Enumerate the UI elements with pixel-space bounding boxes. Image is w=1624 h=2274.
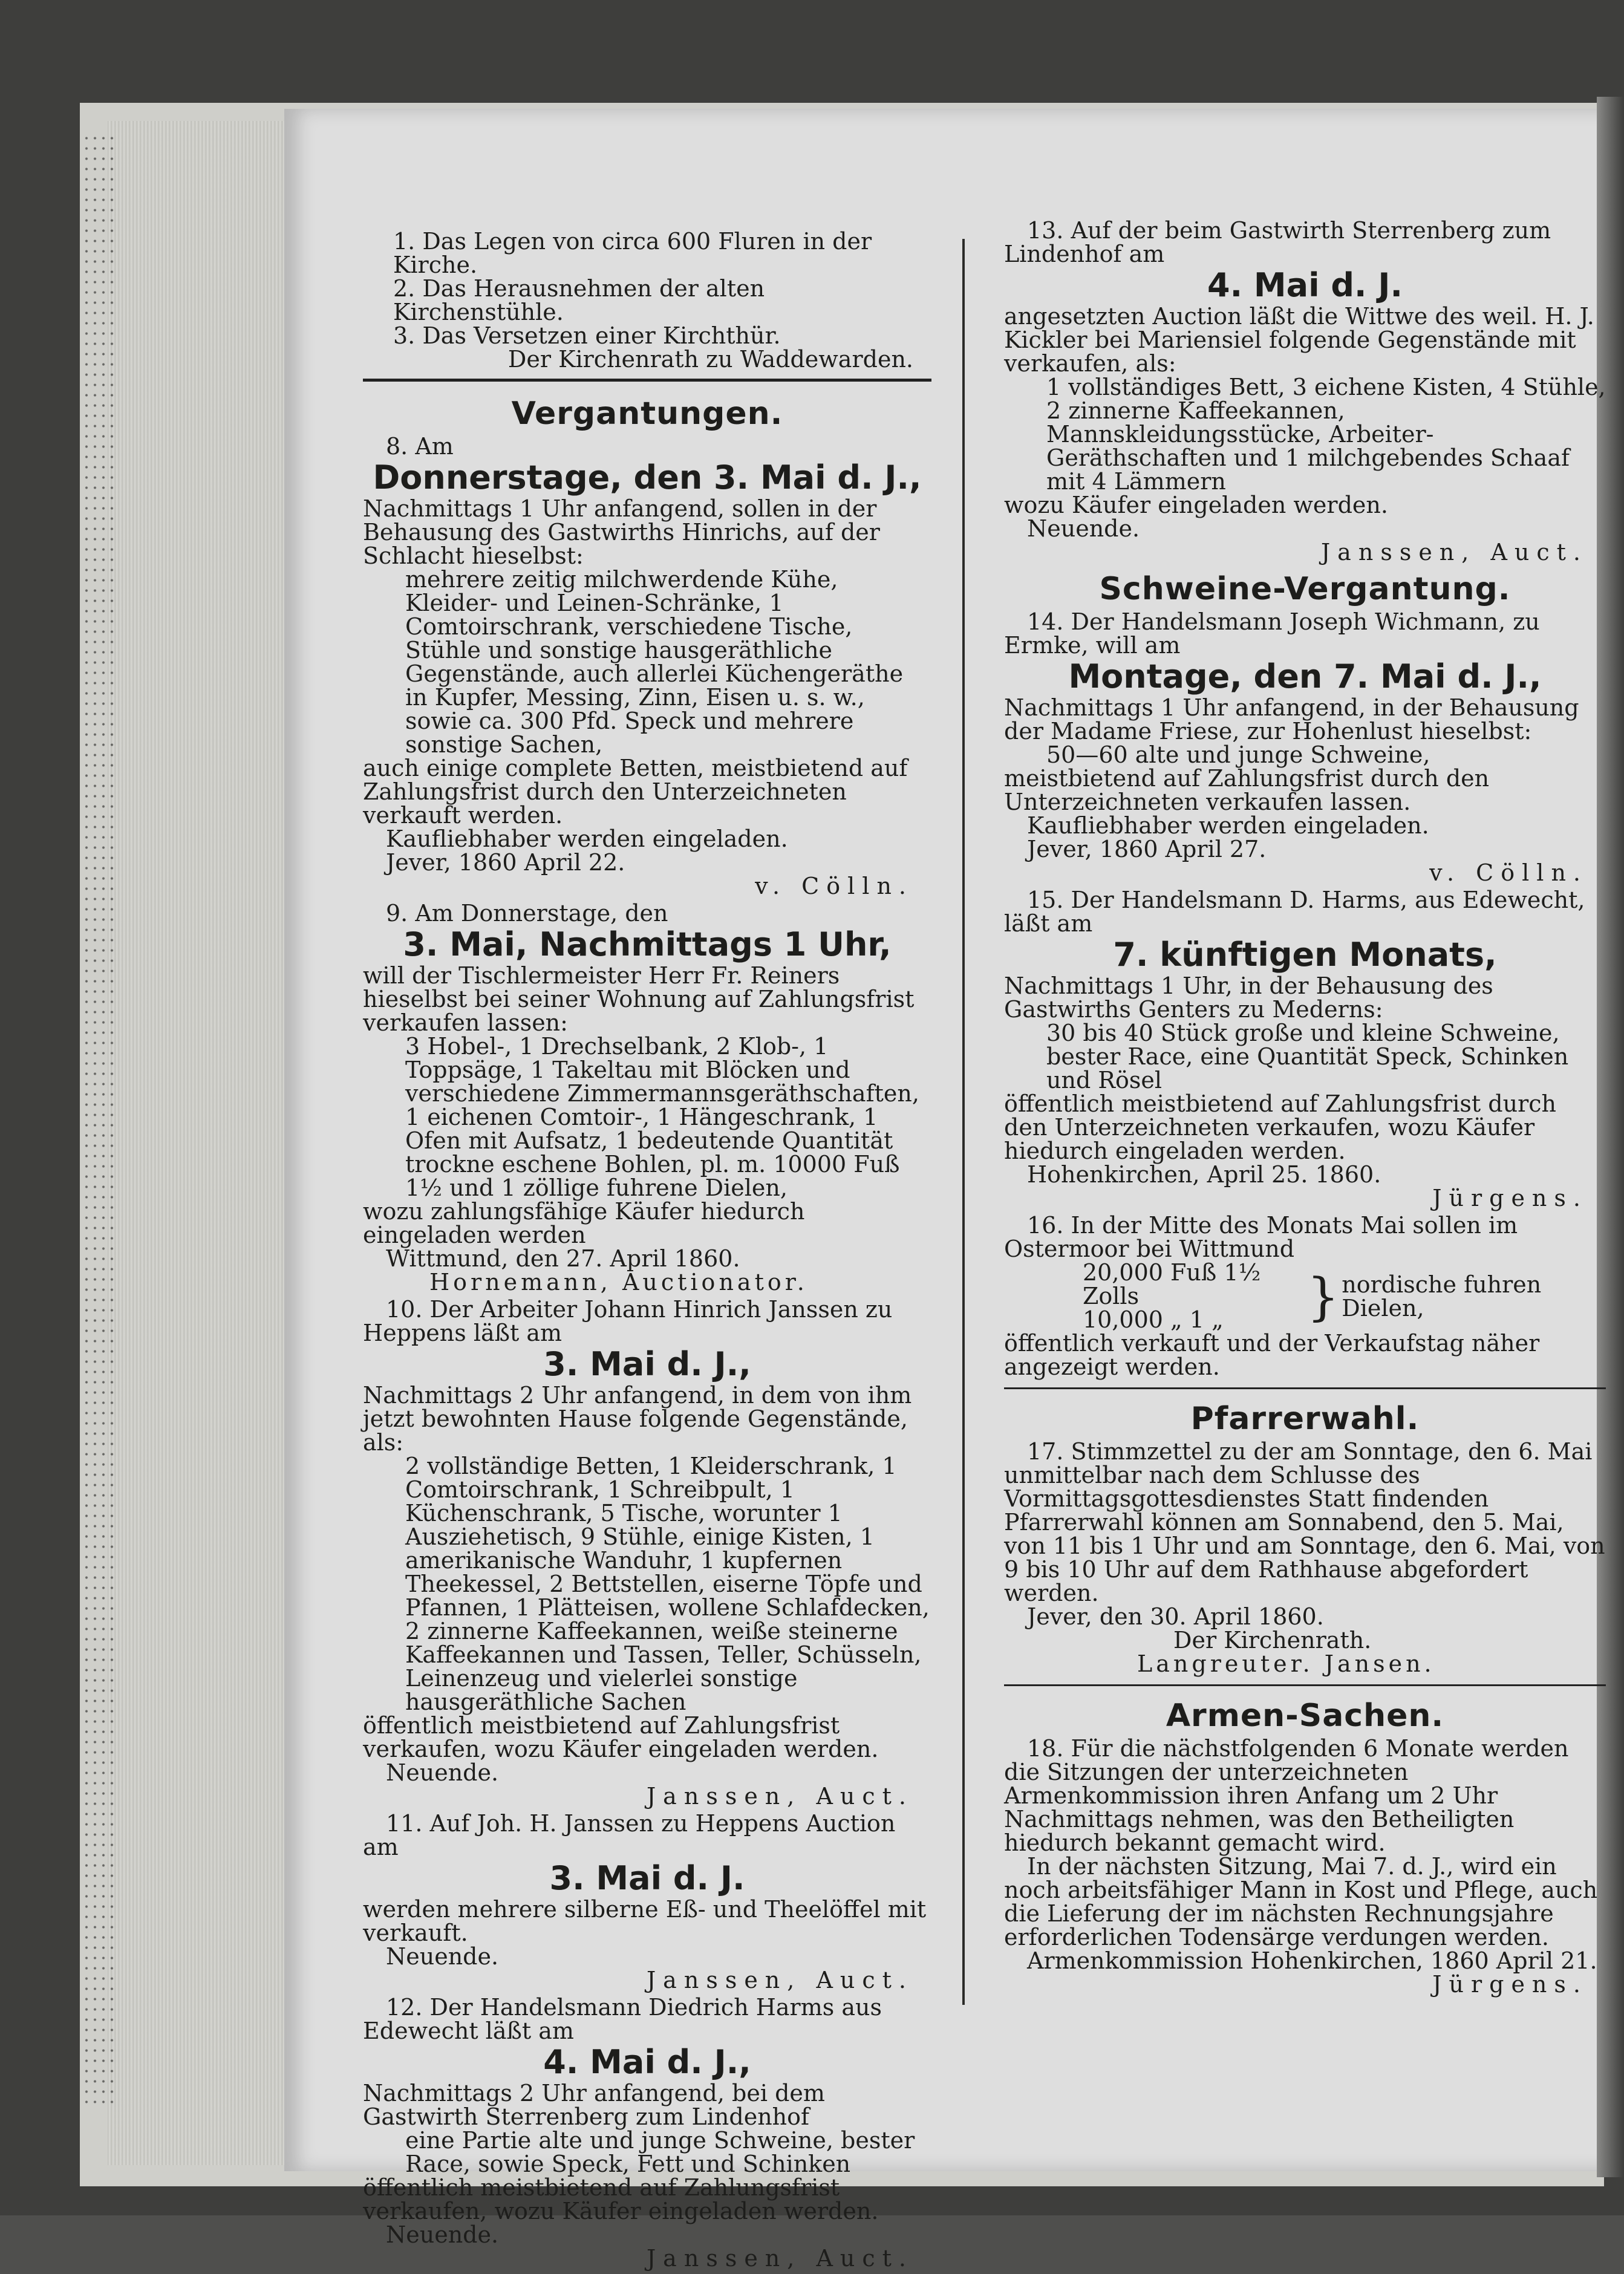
section-heading-armen-sachen: Armen-Sachen. bbox=[1166, 1698, 1444, 1734]
notice-9 bbox=[363, 902, 931, 1294]
notice-signature: Janssen, Auct. bbox=[646, 1783, 913, 1810]
notice-text: Nachmittags 2 Uhr anfangend, bei dem Gastwirth Sterrenberg zum Lindenhof bbox=[363, 2080, 825, 2130]
notice-place: Neuende. bbox=[386, 2221, 499, 2248]
quantity-line: 20,000 Fuß 1½ Zolls bbox=[1083, 1259, 1261, 1309]
notice-date: 4. Mai d. J., bbox=[543, 2043, 751, 2081]
notice-11 bbox=[363, 1812, 931, 1992]
notice-lead: 14. Der Handelsmann Joseph Wichmann, zu Ermke, will am bbox=[1004, 608, 1540, 659]
notice-lead: 11. Auf Joh. H. Janssen zu Heppens Auction am bbox=[363, 1810, 896, 1860]
right-column bbox=[1004, 219, 1606, 2000]
notice-lead: 9. Am Donnerstage, den bbox=[386, 900, 668, 927]
notice-18 bbox=[1004, 1737, 1606, 1996]
notice-text: will der Tischlermeister Herr Fr. Reiners hieselbst bei seiner Wohnung auf Zahlungsfrist verkaufen lassen: bbox=[363, 962, 915, 1036]
notice-items: mehrere zeitig milchwerdende Kühe, Kleider- und Leinen-Schränke, 1 Comtoirschrank, verschiedene Tische, Stühle und sonstige hausgeräthliche Gegenstände, auch allerlei Küchengeräthe in Kupfer, Messing, Zinn, Eisen u. s. w., sowie ca. 300 Pfd. Speck und mehrere sonstige Sachen, bbox=[405, 566, 904, 758]
notice-8 bbox=[363, 435, 931, 898]
notice-place-date: Jever, 1860 April 27. bbox=[1027, 836, 1267, 862]
curly-brace: } bbox=[1306, 1266, 1340, 1326]
notice-place-date: Jever, den 30. April 1860. bbox=[1027, 1603, 1324, 1630]
notice-text: werden mehrere silberne Eß- und Theelöffel mit verkauft. bbox=[363, 1896, 927, 1946]
notice-signature: Janssen, Auct. bbox=[646, 1967, 913, 1993]
notice-signature: Janssen, Auct. bbox=[1320, 539, 1588, 565]
lumber-quantities bbox=[1004, 1261, 1606, 1332]
notice-signature: Janssen, Auct. bbox=[646, 2245, 913, 2272]
intro-item: 3. Das Versetzen einer Kirchthür. bbox=[393, 322, 781, 349]
notice-items: 1 vollständiges Bett, 3 eichene Kisten, 4 Stühle, 2 zinnerne Kaffeekannen, Mannskleidungsstücke, Arbeiter-Geräthschaften und 1 milchgebendes Schaaf mit 4 Lämmern bbox=[1046, 374, 1606, 495]
page-stack-edges bbox=[108, 121, 289, 2165]
section-rule bbox=[1004, 1387, 1606, 1389]
notice-12 bbox=[363, 1996, 931, 2270]
notice-date: Montage, den 7. Mai d. J., bbox=[1068, 657, 1542, 696]
notice-lead: 15. Der Handelsmann D. Harms, aus Edewecht, läßt am bbox=[1004, 887, 1585, 937]
notice-text: wozu Käufer eingeladen werden. bbox=[1004, 492, 1388, 518]
notice-date: Donnerstage, den 3. Mai d. J., bbox=[373, 458, 922, 497]
notice-place-date: Jever, 1860 April 22. bbox=[386, 849, 625, 876]
left-column bbox=[363, 230, 931, 2274]
notice-signature: v. Cölln. bbox=[1429, 859, 1588, 886]
notice-signature: Hornemann, Auctionator. bbox=[429, 1269, 808, 1295]
notice-text: Nachmittags 1 Uhr, in der Behausung des Gastwirths Genters zu Mederns: bbox=[1004, 972, 1493, 1023]
notice-lead: 16. In der Mitte des Monats Mai sollen im Ostermoor bei Wittmund bbox=[1004, 1212, 1518, 1262]
notice-17 bbox=[1004, 1440, 1606, 1676]
notice-date: 3. Mai d. J., bbox=[543, 1345, 751, 1383]
speckled-edge bbox=[82, 133, 119, 2105]
section-rule bbox=[363, 379, 931, 382]
notice-invite: Kaufliebhaber werden eingeladen. bbox=[1027, 812, 1429, 839]
section-heading-schweine-vergantung: Schweine-Vergantung. bbox=[1099, 571, 1511, 607]
notice-items: 30 bis 40 Stück große und kleine Schweine, bester Race, eine Quantität Speck, Schinken und Rösel bbox=[1046, 1020, 1569, 1093]
notice-invite: Kaufliebhaber werden eingeladen. bbox=[386, 826, 788, 852]
notice-lead: 12. Der Handelsmann Diedrich Harms aus Edewecht läßt am bbox=[363, 1994, 882, 2044]
quantity-lines bbox=[1083, 1261, 1303, 1332]
notice-items: 2 vollständige Betten, 1 Kleiderschrank, 1 Comtoirschrank, 1 Schreibpult, 1 Küchenschrank, 5 Tische, worunter 1 Ausziehetisch, 9 Stühle, einige Kisten, 1 amerikanische Wanduhr, 1 kupfernen Theekessel, 2 Bettstellen, eiserne Töpfe und Pfannen, 1 Plätteisen, wollene Schlafdecken, 2 zinnerne Kaffeekannen, weiße steinerne Kaffeekannen und Tassen, Teller, Schüsseln, Leinenzeug und vielerlei sonstige hausgeräthliche Sachen bbox=[405, 1453, 930, 1715]
intro-signature: Der Kirchenrath zu Waddewarden. bbox=[507, 346, 913, 373]
notice-text: Nachmittags 2 Uhr anfangend, in dem von ihm jetzt bewohnten Hause folgende Gegenstände, als: bbox=[363, 1382, 912, 1456]
notice-text: wozu zahlungsfähige Käufer hiedurch eingeladen werden bbox=[363, 1198, 805, 1248]
notice-text: meistbietend auf Zahlungsfrist durch den Unterzeichneten verkaufen lassen. bbox=[1004, 765, 1490, 815]
notice-10 bbox=[363, 1298, 931, 1808]
notice-text: In der nächsten Sitzung, Mai 7. d. J., wird ein noch arbeitsfähiger Mann in Kost und Pflege, auch die Lieferung der im nächsten Rechnungsjahre erforderlichen Todensärge verdungen werden. bbox=[1004, 1853, 1598, 1950]
notice-text: Nachmittags 1 Uhr anfangend, sollen in der Behausung des Gastwirths Hinrichs, auf der Schlacht hieselbst: bbox=[363, 495, 880, 569]
notice-place-date: Wittmund, den 27. April 1860. bbox=[386, 1245, 740, 1272]
intro-item: 2. Das Herausnehmen der alten Kirchenstühle. bbox=[393, 275, 765, 325]
notice-signature: Jürgens. bbox=[1432, 1971, 1588, 1998]
notice-signature: v. Cölln. bbox=[755, 873, 913, 899]
column-divider bbox=[962, 239, 965, 2005]
section-heading-vergantungen: Vergantungen. bbox=[511, 396, 783, 432]
notice-place: Neuende. bbox=[386, 1943, 499, 1970]
notice-text: 17. Stimmzettel zu der am Sonntage, den 6. Mai unmittelbar nach dem Schlusse des Vormittagsgottesdienstes Statt findenden Pfarrerwahl können am Sonnabend, den 5. Mai, von 11 bis 1 Uhr und am Sonntage, den 6. Mai, von 9 bis 10 Uhr auf dem Rathhause abgefordert werden. bbox=[1004, 1438, 1605, 1606]
notice-text: öffentlich verkauft und der Verkaufstag näher angezeigt werden. bbox=[1004, 1330, 1540, 1380]
quantity-line: 10,000 „ 1 „ bbox=[1083, 1306, 1224, 1333]
section-heading-pfarrerwahl: Pfarrerwahl. bbox=[1190, 1401, 1420, 1437]
notice-16 bbox=[1004, 1214, 1606, 1379]
notice-text: auch einige complete Betten, meistbietend auf Zahlungsfrist durch den Unterzeichneten verkauft werden. bbox=[363, 755, 908, 829]
notice-signature: Der Kirchenrath. bbox=[1173, 1627, 1372, 1653]
notice-place: Neuende. bbox=[386, 1759, 499, 1786]
notice-text: 18. Für die nächstfolgenden 6 Monate werden die Sitzungen der unterzeichneten Armenkommission ihren Anfang um 2 Uhr Nachmittags nehmen, was den Betheiligten hiedurch bekannt gemacht wird. bbox=[1004, 1735, 1569, 1856]
notice-place: Neuende. bbox=[1027, 515, 1140, 542]
intro-item: 1. Das Legen von circa 600 Fluren in der Kirche. bbox=[393, 228, 872, 278]
notice-place-date: Armenkommission Hohenkirchen, 1860 April 21. bbox=[1027, 1947, 1597, 1974]
notice-date: 3. Mai, Nachmittags 1 Uhr, bbox=[403, 925, 892, 963]
notice-15 bbox=[1004, 888, 1606, 1210]
notice-lead: 8. Am bbox=[386, 433, 454, 460]
notice-signature: Langreuter. Jansen. bbox=[1137, 1650, 1435, 1677]
notice-text: öffentlich meistbietend auf Zahlungsfrist verkaufen, wozu Käufer eingeladen werden. bbox=[363, 1712, 879, 1762]
notice-13 bbox=[1004, 219, 1606, 564]
notice-items: 50—60 alte und junge Schweine, bbox=[1046, 741, 1430, 768]
notice-14 bbox=[1004, 610, 1606, 885]
notice-date: 4. Mai d. J. bbox=[1207, 266, 1403, 304]
notice-items: 3 Hobel-, 1 Drechselbank, 2 Klob-, 1 Toppsäge, 1 Takeltau mit Blöcken und verschiedene Zimmermannsgeräthschaften, 1 eichenen Comtoir-, 1 Hängeschrank, 1 Ofen mit Aufsatz, 1 bedeutende Quantität trockne eschene Bohlen, pl. m. 10000 Fuß 1½ und 1 zöllige fuhrene Dielen, bbox=[405, 1033, 919, 1201]
notice-lead: 13. Auf der beim Gastwirth Sterrenberg zum Lindenhof am bbox=[1004, 217, 1551, 267]
notice-date: 7. künftigen Monats, bbox=[1113, 936, 1497, 974]
notice-date: 3. Mai d. J. bbox=[549, 1859, 745, 1897]
notice-text: angesetzten Auction läßt die Wittwe des weil. H. J. Kickler bei Mariensiel folgende Gegenstände mit verkaufen, als: bbox=[1004, 303, 1594, 377]
notice-text: Nachmittags 1 Uhr anfangend, in der Behausung der Madame Friese, zur Hohenlust hieselbst: bbox=[1004, 694, 1579, 744]
notice-lead: 10. Der Arbeiter Johann Hinrich Janssen zu Heppens läßt am bbox=[363, 1296, 893, 1346]
notice-text: öffentlich meistbietend auf Zahlungsfrist verkaufen, wozu Käufer eingeladen werden. bbox=[363, 2174, 879, 2224]
notice-items: eine Partie alte und junge Schweine, bester Race, sowie Speck, Fett und Schinken bbox=[405, 2127, 915, 2177]
brace-text: nordische fuhren Dielen, bbox=[1342, 1271, 1542, 1321]
intro-list bbox=[363, 230, 931, 348]
notice-place-date: Hohenkirchen, April 25. 1860. bbox=[1027, 1161, 1381, 1188]
notice-signature: Jürgens. bbox=[1432, 1185, 1588, 1211]
notice-text: öffentlich meistbietend auf Zahlungsfrist durch den Unterzeichneten verkaufen, wozu Käufer hiedurch eingeladen werden. bbox=[1004, 1090, 1556, 1164]
section-rule bbox=[1004, 1684, 1606, 1686]
